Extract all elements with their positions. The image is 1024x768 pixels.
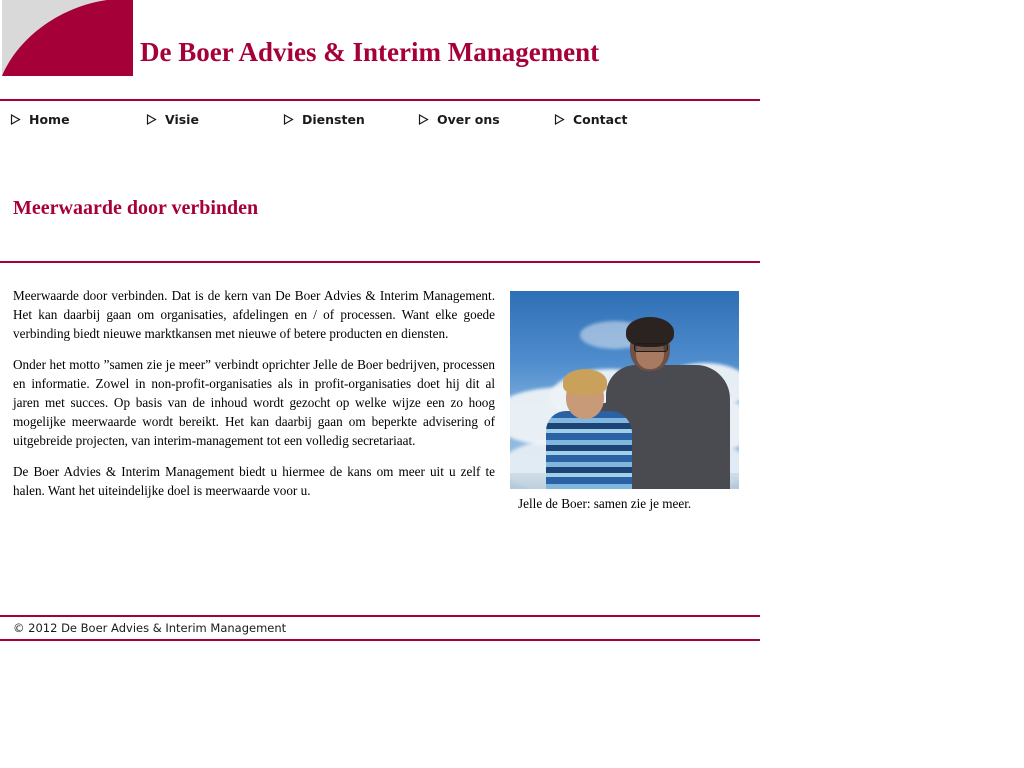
nav-item-label: Contact (573, 112, 628, 127)
page-title: Meerwaarde door verbinden (13, 197, 259, 220)
figure-caption: Jelle de Boer: samen zie je meer. (518, 496, 692, 511)
nav-item-diensten[interactable] (283, 112, 365, 127)
article-text (13, 286, 495, 512)
nav-item-contact[interactable] (554, 112, 627, 127)
triangle-right-icon (146, 114, 157, 125)
logo-mark (2, 0, 133, 76)
boy-torso (546, 411, 632, 489)
site-header (0, 0, 1024, 95)
boy-hair (563, 369, 607, 395)
triangle-right-icon (283, 114, 294, 125)
photo-man-and-boy (510, 291, 739, 489)
triangle-right-icon (418, 114, 429, 125)
nav-top-divider (0, 99, 760, 101)
paragraph: De Boer Advies & Interim Management biedt u hiermee de kans om meer uit u zelf te halen. Want het uiteindelijke doel is meerwaarde voor u. (13, 464, 495, 498)
nav-item-label: Visie (165, 112, 199, 127)
nav-item-label: Home (29, 112, 70, 127)
paragraph: Meerwaarde door verbinden. Dat is de kern van De Boer Advies & Interim Management. Het kan daarbij gaan om organisaties, afdelingen en / of processen. Want elke goede verbinding biedt nieuwe marktkansen met nieuwe of betere producten en diensten. (13, 288, 495, 341)
man-glasses (634, 343, 668, 352)
triangle-right-icon (10, 114, 21, 125)
nav-item-visie[interactable] (146, 112, 199, 127)
nav-item-home[interactable] (10, 112, 70, 127)
article-figure (510, 291, 739, 512)
footer-top-divider (0, 615, 760, 617)
heading-divider (0, 261, 760, 263)
site-title: De Boer Advies & Interim Management (140, 37, 600, 67)
quarter-circle-logo-icon (2, 0, 133, 76)
triangle-right-icon (554, 114, 565, 125)
nav-item-over-ons[interactable] (418, 112, 500, 127)
nav-item-label: Diensten (302, 112, 365, 127)
footer-copyright: © 2012 De Boer Advies & Interim Management (13, 621, 287, 635)
footer-bottom-divider (0, 639, 760, 641)
nav-item-label: Over ons (437, 112, 500, 127)
paragraph: Onder het motto ”samen zie je meer” verbindt oprichter Jelle de Boer bedrijven, processen en informatie. Zowel in non-profit-organisaties als in profit-organisaties doet hij dit al jaren met succes. Op basis van de inhoud wordt gezocht op welke wijze een zo hoog mogelijke meerwaarde wordt bereikt. Het kan daarbij gaan om beperkte advisering of uitgebreide projecten, van interim-management tot een volledig secretariaat. (13, 357, 495, 448)
main-navigation (0, 112, 760, 146)
